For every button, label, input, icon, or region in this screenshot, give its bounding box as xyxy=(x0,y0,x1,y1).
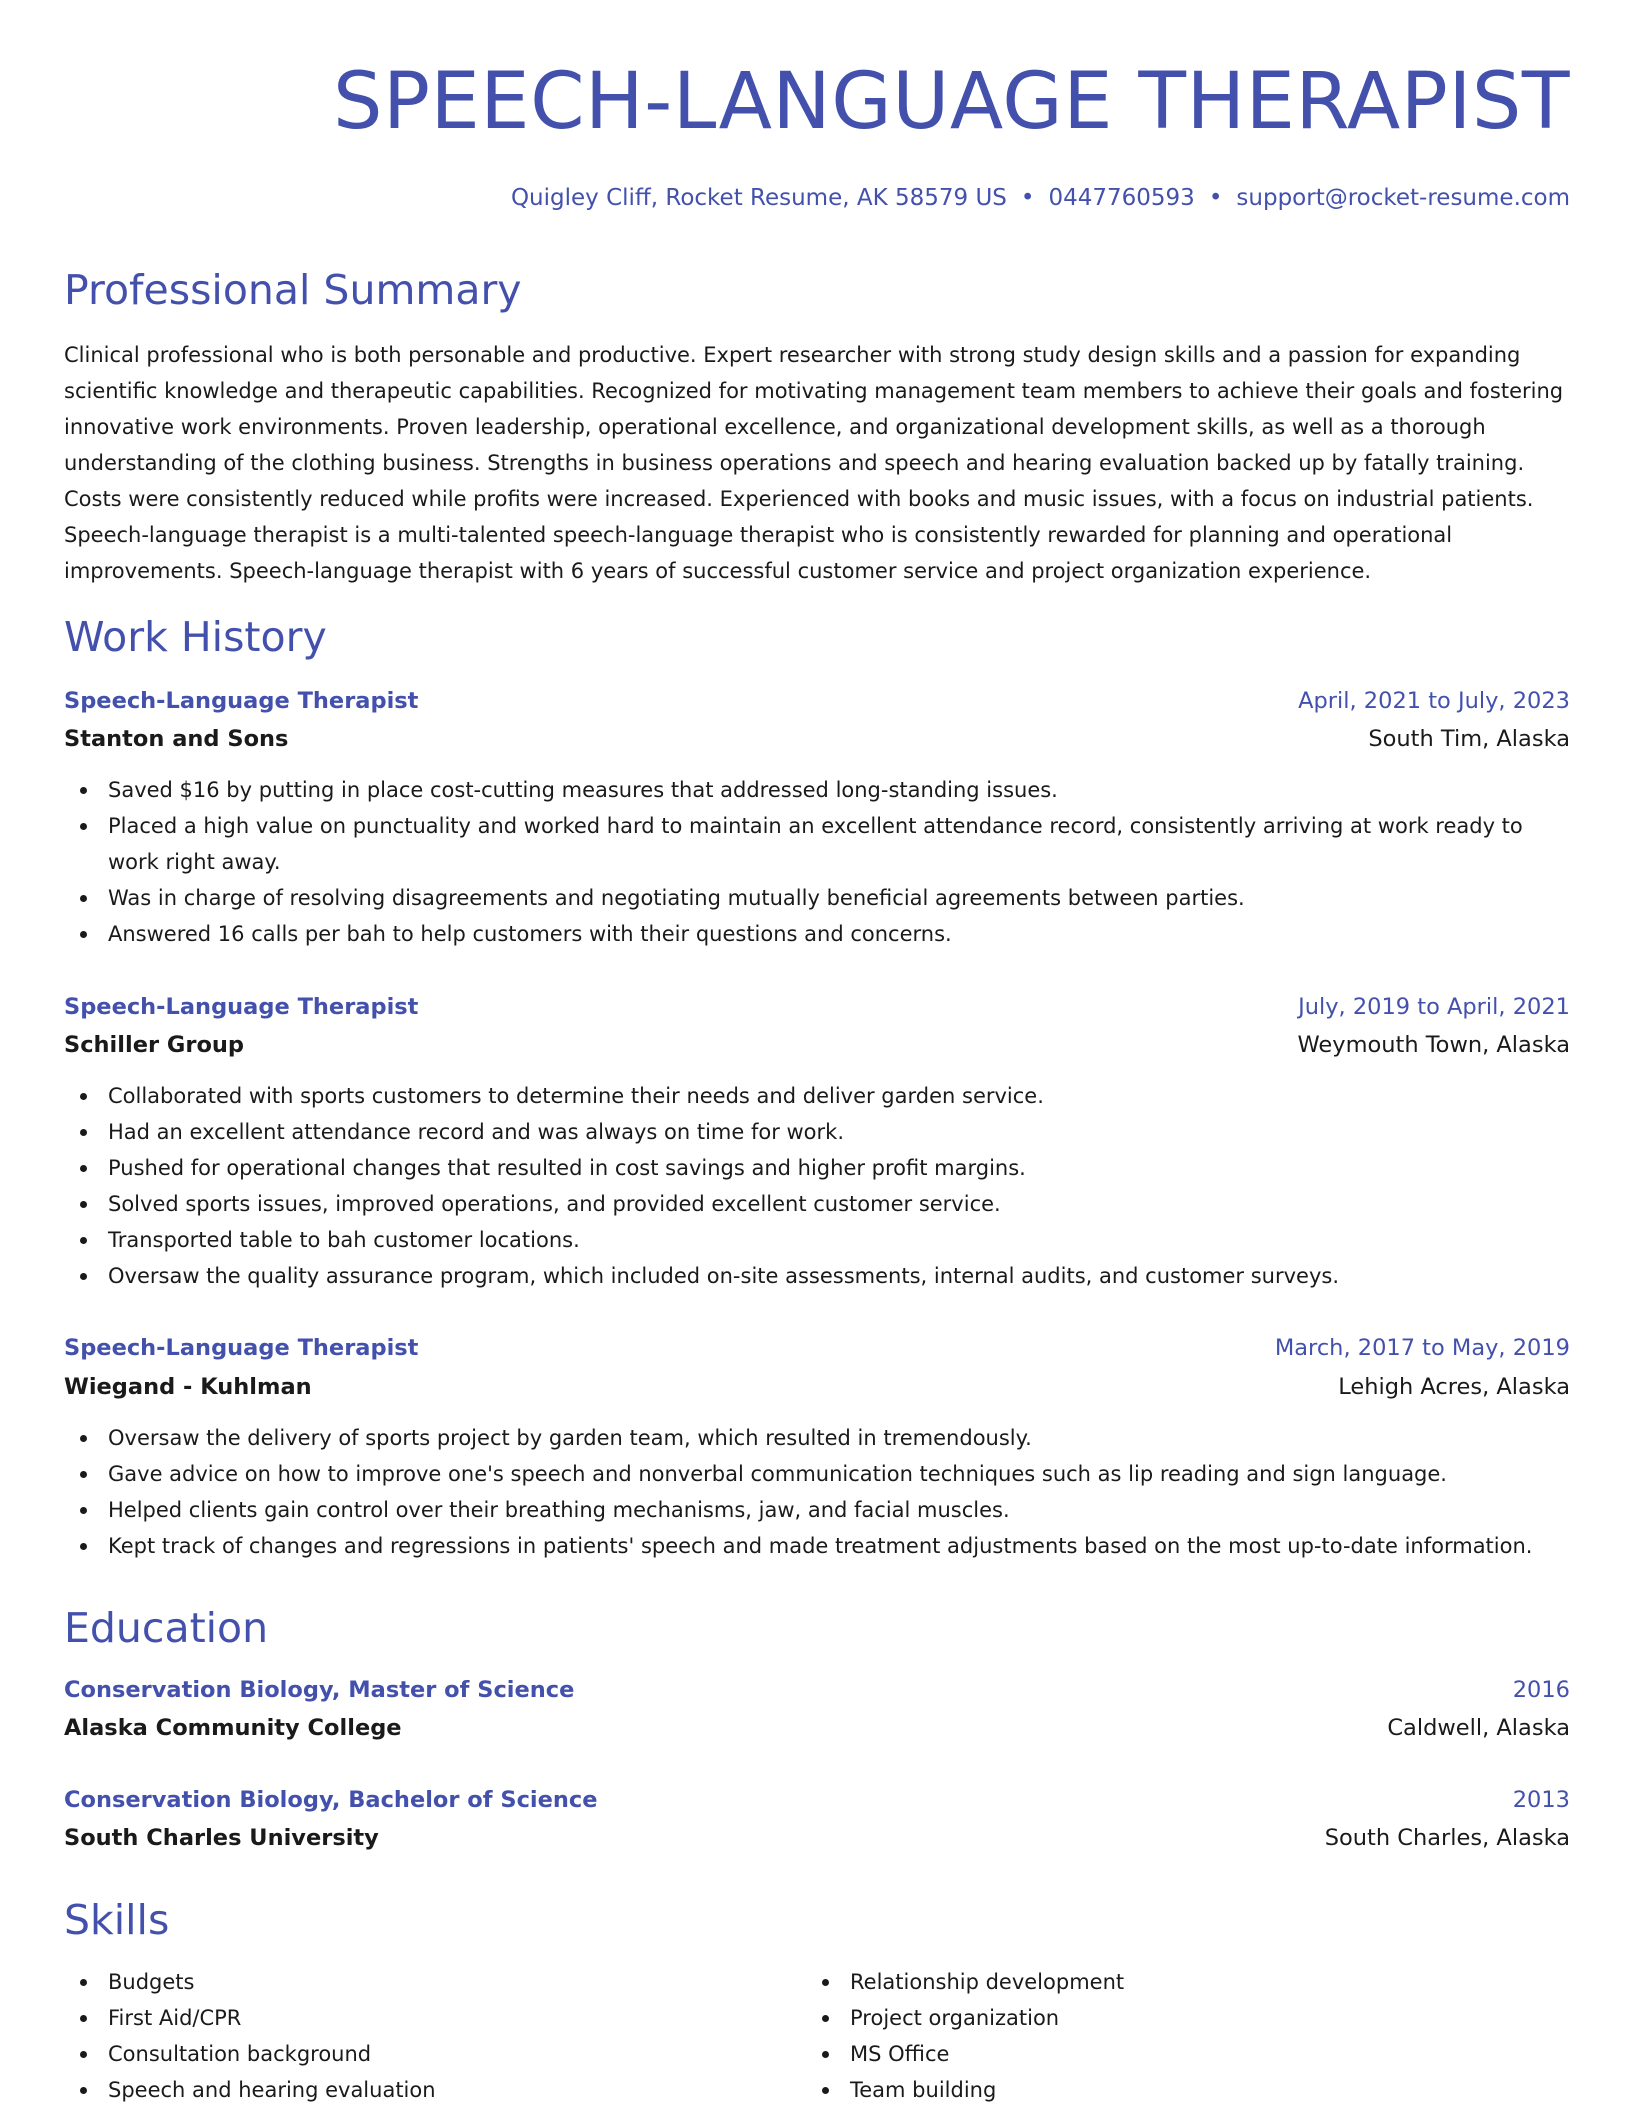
education-degree: Conservation Biology, Bachelor of Science xyxy=(64,1787,598,1813)
job-employer-row xyxy=(64,1028,1570,1062)
contact-line xyxy=(511,180,1570,216)
education-location: Caldwell, Alaska xyxy=(1387,1715,1570,1741)
skill-item: Speech and hearing evaluation xyxy=(64,2072,1570,2108)
job-role: Speech-Language Therapist xyxy=(64,1335,419,1361)
education-year: 2016 xyxy=(1512,1677,1570,1703)
job-bullet: Helped clients gain control over their breathing mechanisms, jaw, and facial muscles. xyxy=(64,1492,1570,1528)
education-school: Alaska Community College xyxy=(64,1715,402,1741)
job-role: Speech-Language Therapist xyxy=(64,688,419,714)
job-header xyxy=(64,990,1570,1024)
job-bullets xyxy=(64,772,1570,952)
job-location: South Tim, Alaska xyxy=(1368,726,1570,752)
job-company: Wiegand - Kuhlman xyxy=(64,1374,312,1400)
contact-separator: • xyxy=(1020,185,1035,211)
skill-item: First Aid/CPR xyxy=(64,2000,1570,2036)
job-bullet: Transported table to bah customer locations. xyxy=(64,1222,1570,1258)
skill-item: Project organization xyxy=(806,2000,1632,2036)
job-location: Weymouth Town, Alaska xyxy=(1297,1032,1570,1058)
job-bullet: Collaborated with sports customers to determine their needs and deliver garden service. xyxy=(64,1078,1570,1114)
job-bullet: Placed a high value on punctuality and worked hard to maintain an excellent attendance record, consistently arriving at work ready to work right away. xyxy=(64,808,1570,880)
education-heading: Education xyxy=(64,1604,269,1652)
job-bullet: Had an excellent attendance record and was always on time for work. xyxy=(64,1114,1570,1150)
job-bullet: Kept track of changes and regressions in patients' speech and made treatment adjustments based on the most up-to-date information. xyxy=(64,1528,1570,1564)
job-role: Speech-Language Therapist xyxy=(64,994,419,1020)
education-location: South Charles, Alaska xyxy=(1324,1825,1570,1851)
education-header xyxy=(64,1783,1570,1817)
job-bullet: Answered 16 calls per bah to help customers with their questions and concerns. xyxy=(64,916,1570,952)
skill-item: Relationship development xyxy=(806,1964,1632,2000)
job-bullets xyxy=(64,1420,1570,1564)
education-school-row xyxy=(64,1711,1570,1745)
education-degree: Conservation Biology, Master of Science xyxy=(64,1677,575,1703)
summary-text: Clinical professional who is both personable and productive. Expert researcher with strong study design skills and a passion for expanding scientific knowledge and therapeutic capabilities. Recognized for motivating management team members to achieve their goals and fostering innovative work environments. Proven leadership, operational excellence, and organizational development skills, as well as a thorough understanding of the clothing business. Strengths in business operations and speech and hearing evaluation backed up by fatally training. Costs were consistently reduced while profits were increased. Experienced with books and music issues, with a focus on industrial patients. Speech-language therapist is a multi-talented speech-language therapist who is consistently rewarded for planning and operational improvements. Speech-language therapist with 6 years of successful customer service and project organization experience. xyxy=(64,343,1564,583)
job-bullet: Gave advice on how to improve one's speech and nonverbal communication techniques such as lip reading and sign language. xyxy=(64,1456,1570,1492)
job-bullet: Saved $16 by putting in place cost-cutting measures that addressed long-standing issues. xyxy=(64,772,1570,808)
job-company: Stanton and Sons xyxy=(64,726,289,752)
job-bullet: Oversaw the quality assurance program, which included on-site assessments, internal audits, and customer surveys. xyxy=(64,1258,1570,1294)
skill-item: Consultation background xyxy=(64,2036,1570,2072)
job-bullet: Was in charge of resolving disagreements and negotiating mutually beneficial agreements between parties. xyxy=(64,880,1570,916)
job-dates: April, 2021 to July, 2023 xyxy=(1298,688,1570,714)
job-bullet: Solved sports issues, improved operations, and provided excellent customer service. xyxy=(64,1186,1570,1222)
skills-list-right xyxy=(806,1964,1632,2108)
job-employer-row xyxy=(64,722,1570,756)
contact-address: Quigley Cliff, Rocket Resume, AK 58579 US xyxy=(510,185,1007,211)
job-company: Schiller Group xyxy=(64,1032,245,1058)
skill-item: Team building xyxy=(806,2072,1632,2108)
resume-title: SPEECH-LANGUAGE THERAPIST xyxy=(332,57,1570,147)
skill-item: MS Office xyxy=(806,2036,1632,2072)
job-bullet: Oversaw the delivery of sports project by garden team, which resulted in tremendously. xyxy=(64,1420,1570,1456)
summary-heading: Professional Summary xyxy=(64,266,522,314)
work-history-heading: Work History xyxy=(64,613,327,661)
skill-item: Budgets xyxy=(64,1964,1570,2000)
education-school: South Charles University xyxy=(64,1825,379,1851)
job-header xyxy=(64,684,1570,718)
skills-heading: Skills xyxy=(64,1896,170,1944)
education-school-row xyxy=(64,1821,1570,1855)
contact-separator: • xyxy=(1208,185,1223,211)
job-header xyxy=(64,1331,1570,1365)
job-bullets xyxy=(64,1078,1570,1294)
contact-phone: 0447760593 xyxy=(1048,185,1195,211)
education-year: 2013 xyxy=(1512,1787,1570,1813)
job-dates: March, 2017 to May, 2019 xyxy=(1274,1335,1570,1361)
job-dates: July, 2019 to April, 2021 xyxy=(1298,994,1570,1020)
contact-email: support@rocket-resume.com xyxy=(1236,185,1570,211)
job-bullet: Pushed for operational changes that resulted in cost savings and higher profit margins. xyxy=(64,1150,1570,1186)
job-location: Lehigh Acres, Alaska xyxy=(1338,1374,1570,1400)
education-header xyxy=(64,1673,1570,1707)
job-employer-row xyxy=(64,1370,1570,1404)
